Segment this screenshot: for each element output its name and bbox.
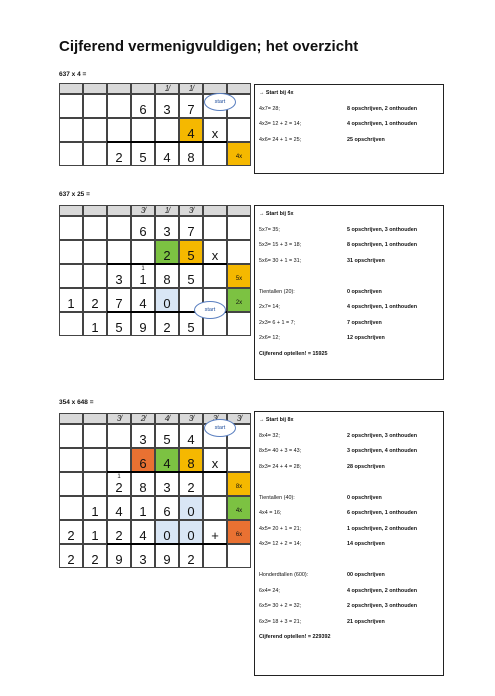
multiplier-badge xyxy=(227,496,251,520)
digit-cell xyxy=(59,472,83,496)
digit-value: 3 xyxy=(163,223,171,239)
step-calculation: 5x6= 30 + 1 = 31; xyxy=(259,257,302,264)
step-calculation: 2x3= 6 + 1 = 7; xyxy=(259,319,296,326)
digit-value: 0 xyxy=(187,527,195,543)
step-calculation: 6x4= 24; xyxy=(259,587,280,594)
result-line xyxy=(107,471,227,473)
digit-value: 9 xyxy=(139,319,147,335)
digit-value: 4 xyxy=(187,431,195,447)
digit-cell xyxy=(203,520,227,544)
digit-cell xyxy=(107,472,131,496)
digit-cell xyxy=(179,142,203,166)
digit-cell xyxy=(179,520,203,544)
carry-header-cell: 1̸ xyxy=(179,83,203,94)
carry-header-cell xyxy=(131,83,155,94)
digit-cell xyxy=(83,424,107,448)
step-instruction: 8 opschrijven, 1 onthouden xyxy=(347,242,418,248)
result-line xyxy=(107,263,227,265)
step-calculation: Tientallen (40): xyxy=(259,494,295,501)
digit-cell xyxy=(131,94,155,118)
step-instruction: 00 opschrijven xyxy=(347,572,385,578)
step-calculation: 6x3= 18 + 3 = 21; xyxy=(259,618,302,625)
digit-value: 4 xyxy=(187,125,195,141)
carry-header-cell xyxy=(59,83,83,94)
carry-header-cell xyxy=(59,413,83,424)
digit-cell xyxy=(107,424,131,448)
digit-value: 3 xyxy=(115,271,123,287)
digit-cell xyxy=(179,544,203,568)
digit-cell xyxy=(107,496,131,520)
digit-cell xyxy=(59,496,83,520)
digit-cell xyxy=(155,264,179,288)
carry-header-cell: 3̸ xyxy=(131,205,155,216)
digit-value: 5 xyxy=(187,271,195,287)
digit-value: 7 xyxy=(187,223,195,239)
digit-value: 4x xyxy=(235,154,243,160)
digit-value: 3 xyxy=(163,101,171,117)
step-instruction: 2 opschrijven, 3 onthouden xyxy=(347,603,418,609)
digit-value: 9 xyxy=(163,551,171,567)
step-calculation: 5x3= 15 + 3 = 18; xyxy=(259,242,302,248)
steps-box-2 xyxy=(254,205,444,380)
digit-value: 1 xyxy=(91,319,99,335)
carry-header-cell: 1̸ xyxy=(155,205,179,216)
step-instruction: 28 opschrijven xyxy=(347,463,385,470)
digit-cell xyxy=(131,264,155,288)
digit-value: 3 xyxy=(139,551,147,567)
step-instruction: 6 opschrijven, 1 onthouden xyxy=(347,510,418,516)
step-calculation: 4x7= 28; xyxy=(259,105,280,112)
multiplier-badge xyxy=(227,472,251,496)
digit-cell xyxy=(179,472,203,496)
digit-value: 1 xyxy=(91,503,99,519)
step-calculation: Cijferend optellen! = 229392 xyxy=(259,634,331,640)
digit-cell xyxy=(83,264,107,288)
digit-value: 2 xyxy=(67,527,75,543)
carry-digit: 1 xyxy=(117,474,121,480)
digit-cell xyxy=(179,424,203,448)
step-instruction: 1 opschrijven, 2 onthouden xyxy=(347,525,418,532)
steps-box-3 xyxy=(254,411,444,676)
digit-cell xyxy=(59,118,83,142)
section-label-1: 637 x 4 = xyxy=(59,71,87,78)
digit-cell xyxy=(227,544,251,568)
digit-value: 4 xyxy=(163,455,171,471)
steps-box-1 xyxy=(254,84,444,174)
digit-cell xyxy=(155,448,179,472)
digit-value: + xyxy=(211,527,219,543)
digit-cell xyxy=(227,448,251,472)
step-calculation: 4x3= 12 + 2 = 14; xyxy=(259,541,302,547)
digit-cell xyxy=(155,240,179,264)
digit-value: 2 xyxy=(115,149,123,165)
digit-cell xyxy=(131,240,155,264)
digit-value: 4 xyxy=(139,527,147,543)
digit-cell xyxy=(59,424,83,448)
page-title: Cijferend vermenigvuldigen; het overzicht xyxy=(59,38,359,55)
multiplier-badge xyxy=(227,288,251,312)
carry-header-cell: 2̸ xyxy=(131,413,155,424)
digit-value: 7 xyxy=(115,295,123,311)
digit-value: 5 xyxy=(163,431,171,447)
digit-cell xyxy=(59,288,83,312)
digit-value: x xyxy=(211,125,219,141)
digit-cell xyxy=(59,240,83,264)
digit-value: 4 xyxy=(115,503,123,519)
digit-cell xyxy=(107,216,131,240)
digit-value: 4x xyxy=(235,508,243,514)
digit-cell xyxy=(179,448,203,472)
section-label-3: 354 x 648 = xyxy=(59,399,94,406)
digit-value: 8 xyxy=(139,479,147,495)
digit-cell xyxy=(131,216,155,240)
step-calculation: 2x7= 14; xyxy=(259,304,280,310)
digit-value: 4 xyxy=(163,149,171,165)
step-calculation: → Start bij 4x xyxy=(259,90,294,96)
digit-value: 0 xyxy=(163,295,171,311)
digit-cell xyxy=(131,424,155,448)
carry-header-cell: 3̸ xyxy=(179,413,203,424)
digit-value: 6 xyxy=(139,223,147,239)
digit-value: 2 xyxy=(91,295,99,311)
digit-value: 3 xyxy=(139,431,147,447)
digit-value: 1 xyxy=(67,295,75,311)
digit-cell xyxy=(59,216,83,240)
step-instruction: 7 opschrijven xyxy=(347,319,382,326)
digit-cell xyxy=(203,496,227,520)
result-line xyxy=(107,543,227,545)
digit-cell xyxy=(131,312,155,336)
start-callout: start xyxy=(204,93,236,111)
digit-value: 2 xyxy=(187,551,195,567)
digit-cell xyxy=(131,544,155,568)
section-label-2: 637 x 25 = xyxy=(59,191,90,198)
digit-cell xyxy=(83,472,107,496)
step-calculation: Cijferend optellen! = 15925 xyxy=(259,350,328,357)
digit-value: x xyxy=(211,247,219,263)
step-instruction: 0 opschrijven xyxy=(347,288,382,295)
digit-cell xyxy=(107,312,131,336)
digit-cell xyxy=(155,520,179,544)
digit-cell xyxy=(131,520,155,544)
carry-header-cell xyxy=(227,205,251,216)
step-instruction: 21 opschrijven xyxy=(347,618,385,625)
digit-value: 2x xyxy=(235,300,243,306)
digit-value: 4 xyxy=(139,295,147,311)
digit-value: 0 xyxy=(187,503,195,519)
step-instruction: 0 opschrijven xyxy=(347,494,382,501)
digit-cell xyxy=(131,288,155,312)
carry-header-cell xyxy=(203,205,227,216)
digit-value: 2 xyxy=(91,551,99,567)
digit-cell xyxy=(227,118,251,142)
digit-value: 5x xyxy=(235,276,243,282)
digit-cell xyxy=(203,142,227,166)
step-calculation: Honderdtallen (600): xyxy=(259,572,309,578)
digit-value: 3 xyxy=(163,479,171,495)
digit-cell xyxy=(155,142,179,166)
digit-cell xyxy=(203,544,227,568)
digit-cell xyxy=(107,448,131,472)
digit-cell xyxy=(155,118,179,142)
digit-cell xyxy=(227,312,251,336)
digit-cell xyxy=(59,544,83,568)
step-instruction: 2 opschrijven, 3 onthouden xyxy=(347,432,418,439)
digit-value: 6 xyxy=(163,503,171,519)
carry-header-cell xyxy=(59,205,83,216)
result-line xyxy=(107,141,227,143)
step-instruction: 25 opschrijven xyxy=(347,136,385,143)
carry-header-cell xyxy=(227,83,251,94)
step-calculation: 4x4 = 16; xyxy=(259,510,282,516)
digit-value: 5 xyxy=(115,319,123,335)
digit-value: 2 xyxy=(163,319,171,335)
start-callout: start xyxy=(204,419,236,437)
digit-cell xyxy=(203,264,227,288)
step-calculation: 8x5= 40 + 3 = 43; xyxy=(259,448,302,454)
step-instruction: 4 opschrijven, 1 onthouden xyxy=(347,304,418,310)
digit-value: 2 xyxy=(67,551,75,567)
start-callout: start xyxy=(194,301,226,319)
digit-cell xyxy=(131,496,155,520)
digit-cell xyxy=(179,264,203,288)
digit-value: 6 xyxy=(139,455,147,471)
digit-cell xyxy=(107,142,131,166)
step-instruction: 3 opschrijven, 4 onthouden xyxy=(347,448,418,454)
carry-header-cell xyxy=(107,83,131,94)
step-calculation: 4x3= 12 + 2 = 14; xyxy=(259,121,302,127)
digit-cell xyxy=(227,216,251,240)
digit-cell xyxy=(59,94,83,118)
digit-cell xyxy=(155,288,179,312)
carry-header-cell: 3̸ xyxy=(107,413,131,424)
digit-cell xyxy=(155,424,179,448)
digit-cell xyxy=(59,520,83,544)
step-calculation: Tientallen (20): xyxy=(259,288,295,295)
digit-cell xyxy=(83,288,107,312)
digit-value: 0 xyxy=(163,527,171,543)
carry-header-cell: 3̸ xyxy=(179,205,203,216)
digit-cell xyxy=(83,312,107,336)
digit-value: 9 xyxy=(115,551,123,567)
digit-cell xyxy=(83,496,107,520)
digit-cell xyxy=(107,520,131,544)
digit-value: 5 xyxy=(187,319,195,335)
digit-value: 2 xyxy=(187,479,195,495)
multiplier-badge xyxy=(227,520,251,544)
digit-value: x xyxy=(211,455,219,471)
step-calculation: → Start bij 8x xyxy=(259,417,294,423)
digit-cell xyxy=(83,240,107,264)
digit-cell xyxy=(155,472,179,496)
digit-cell xyxy=(155,544,179,568)
digit-value: 5 xyxy=(139,149,147,165)
digit-cell xyxy=(179,94,203,118)
step-instruction: 12 opschrijven xyxy=(347,335,385,341)
digit-value: 7 xyxy=(187,101,195,117)
digit-cell xyxy=(83,94,107,118)
carry-header-cell xyxy=(83,413,107,424)
digit-value: 6x xyxy=(235,532,243,538)
multiplier-badge xyxy=(227,142,251,166)
step-instruction: 4 opschrijven, 2 onthouden xyxy=(347,587,418,594)
digit-cell xyxy=(107,118,131,142)
digit-value: 2 xyxy=(163,247,171,263)
digit-value: 8x xyxy=(235,484,243,490)
digit-value: 1 xyxy=(139,503,147,519)
step-calculation: 4x6= 24 + 1 = 25; xyxy=(259,136,302,143)
digit-cell xyxy=(107,288,131,312)
digit-cell xyxy=(59,264,83,288)
digit-cell xyxy=(83,142,107,166)
digit-value: 8 xyxy=(163,271,171,287)
digit-cell xyxy=(179,496,203,520)
digit-value: 8 xyxy=(187,149,195,165)
digit-value: 1 xyxy=(139,271,147,287)
digit-value: 2 xyxy=(115,527,123,543)
digit-cell xyxy=(59,448,83,472)
digit-value: 1 xyxy=(91,527,99,543)
multiplier-badge xyxy=(227,264,251,288)
digit-cell xyxy=(155,216,179,240)
step-instruction: 4 opschrijven, 1 onthouden xyxy=(347,121,418,127)
carry-header-cell xyxy=(83,205,107,216)
digit-cell xyxy=(107,240,131,264)
digit-cell xyxy=(155,496,179,520)
digit-cell xyxy=(131,448,155,472)
digit-cell xyxy=(203,216,227,240)
digit-cell xyxy=(83,216,107,240)
digit-cell xyxy=(131,118,155,142)
step-instruction: 31 opschrijven xyxy=(347,257,385,264)
digit-value: 5 xyxy=(187,247,195,263)
step-calculation: 5x7= 35; xyxy=(259,226,280,233)
step-calculation: 8x4= 32; xyxy=(259,432,280,439)
step-instruction: 14 opschrijven xyxy=(347,541,385,547)
digit-cell xyxy=(107,264,131,288)
digit-value: 2 xyxy=(115,479,123,495)
carry-header-cell: 3̸ xyxy=(227,413,251,424)
digit-cell xyxy=(203,118,227,142)
digit-cell xyxy=(179,216,203,240)
digit-cell xyxy=(155,312,179,336)
step-calculation: 8x3= 24 + 4 = 28; xyxy=(259,463,302,470)
carry-digit: 1 xyxy=(141,266,145,272)
digit-cell xyxy=(179,118,203,142)
digit-cell xyxy=(179,240,203,264)
digit-cell xyxy=(83,118,107,142)
digit-cell xyxy=(155,94,179,118)
digit-cell xyxy=(107,94,131,118)
digit-value: 6 xyxy=(139,101,147,117)
digit-cell xyxy=(227,240,251,264)
digit-cell xyxy=(59,142,83,166)
step-calculation: 2x6= 12; xyxy=(259,335,280,341)
carry-header-cell: 1̸ xyxy=(155,83,179,94)
step-calculation: → Start bij 5x xyxy=(259,211,294,217)
step-instruction: 5 opschrijven, 3 onthouden xyxy=(347,226,418,233)
digit-cell xyxy=(59,312,83,336)
digit-cell xyxy=(83,448,107,472)
digit-cell xyxy=(107,544,131,568)
digit-cell xyxy=(131,142,155,166)
carry-header-cell xyxy=(107,205,131,216)
step-calculation: 4x5= 20 + 1 = 21; xyxy=(259,525,302,532)
digit-cell xyxy=(203,240,227,264)
digit-cell xyxy=(83,520,107,544)
carry-header-cell xyxy=(83,83,107,94)
digit-cell xyxy=(203,448,227,472)
step-calculation: 6x5= 30 + 2 = 32; xyxy=(259,603,302,609)
carry-header-cell: 4̸ xyxy=(155,413,179,424)
step-instruction: 8 opschrijven, 2 onthouden xyxy=(347,105,418,112)
digit-value: 8 xyxy=(187,455,195,471)
digit-cell xyxy=(131,472,155,496)
digit-cell xyxy=(83,544,107,568)
digit-cell xyxy=(203,472,227,496)
